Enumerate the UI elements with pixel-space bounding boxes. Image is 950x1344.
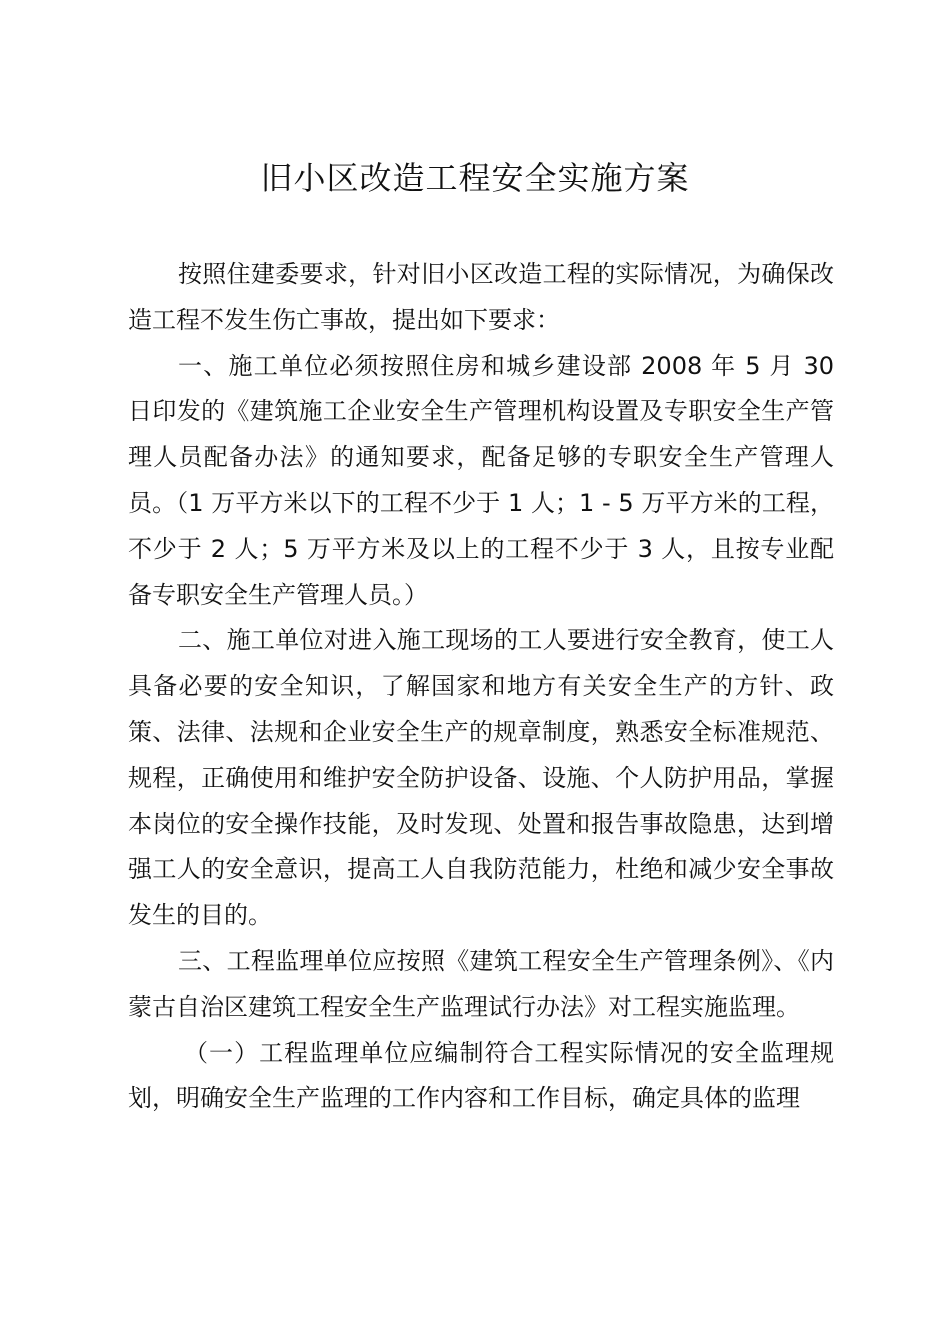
paragraph-intro: 按照住建委要求，针对旧小区改造工程的实际情况，为确保改造工程不发生伤亡事故，提出如下要求：: [128, 260, 834, 334]
paragraph-subsection-1: （一）工程监理单位应编制符合工程实际情况的安全监理规划，明确安全生产监理的工作内容和工作目标，确定具体的监理: [128, 1038, 834, 1113]
paragraph-section-3: 三、工程监理单位应按照《建筑工程安全生产管理条例》、《内蒙古自治区建筑工程安全生产监理试行办法》对工程实施监理。: [128, 946, 834, 1021]
paragraph-section-2: 二、施工单位对进入施工现场的工人要进行安全教育，使工人具备必要的安全知识，了解国家和地方有关安全生产的方针、政策、法律、法规和企业安全生产的规章制度，熟悉安全标准规范、规程，正确使用和维护安全防护设备、设施、个人防护用品，掌握本岗位的安全操作技能，及时发现、处置和报告事故隐患，达到增强工人的安全意识，提高工人自我防范能力，杜绝和减少安全事故发生的目的。: [128, 626, 834, 930]
paragraph-section-1: 一、施工单位必须按照住房和城乡建设部 2008 年 5 月 30 日印发的《建筑施工企业安全生产管理机构设置及专职安全生产管理人员配备办法》的通知要求，配备足够的专职安全生产管理人员。（1 万平方米以下的工程不少于 1 人；1 - 5 万平方米的工程，不少于 2 人；5 万平方米及以上的工程不少于 3 人，且按专业配备专职安全生产管理人员。）: [128, 351, 834, 609]
document-body: [128, 252, 834, 1122]
document-title: 旧小区改造工程安全实施方案: [260, 159, 690, 197]
